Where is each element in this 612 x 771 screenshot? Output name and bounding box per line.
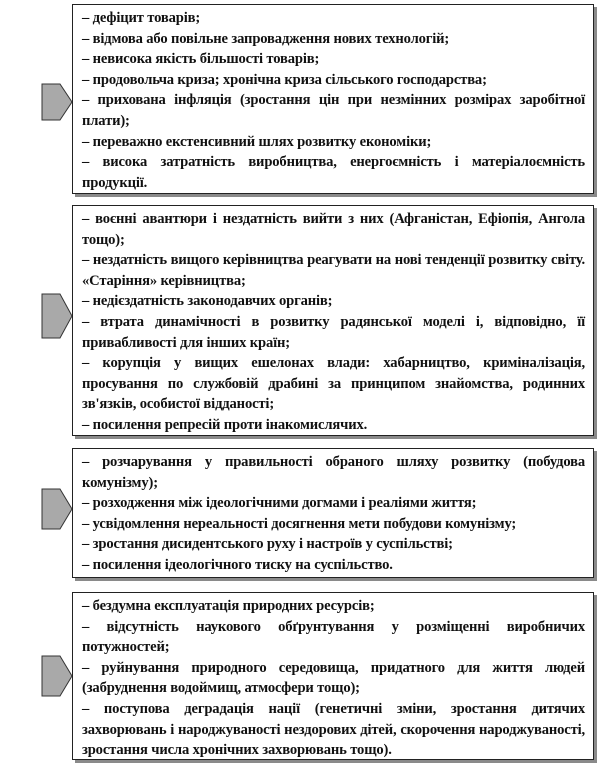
list-item: – воєнні авантюри і нездатність вийти з них (Афганістан, Ефіопія, Ангола тощо);: [82, 211, 585, 248]
list-item: – переважно екстенсивний шлях розвитку економіки;: [82, 133, 432, 150]
list-item: – відмова або повільне запровадження нових технологій;: [82, 30, 450, 47]
pentagon-arrow-icon: [40, 70, 74, 134]
list-item: – усвідомлення нереальності досягнення мети побудови комунізму;: [82, 515, 517, 532]
list-item: – посилення репресій проти інакомислячих.: [82, 416, 368, 433]
list-item: – корупція у вищих ешелонах влади: хабарництво, криміналізація, просування по службовій драбині за принципом знайомства, родинних зв'язків, особистої відданості;: [82, 355, 585, 413]
list-item: – зростання дисидентського руху і настроїв у суспільстві;: [82, 536, 453, 553]
ecological-factors-box: [72, 592, 594, 760]
list-item: – нездатність вищого керівництва реагувати на нові тенденції розвитку світу. «Старіння» керівництва;: [82, 252, 585, 289]
list-item: – розчарування у правильності обраного шляху розвитку (побудова комунізму);: [82, 454, 585, 491]
list-item: – недієздатність законодавчих органів;: [82, 293, 333, 310]
political-factors-box: [72, 205, 594, 436]
list-item: – невисока якість більшості товарів;: [82, 51, 320, 68]
list-item: – продовольча криза; хронічна криза сільського господарства;: [82, 71, 487, 88]
pentagon-arrow-icon: [40, 477, 74, 541]
list-item: – бездумна експлуатація природних ресурсів;: [82, 598, 375, 614]
pentagon-arrow-icon: [40, 644, 74, 708]
ideological-factors-box: [72, 448, 594, 578]
list-item: – втрата динамічності в розвитку радянської моделі і, відповідно, її привабливості для інших країн;: [82, 313, 585, 351]
list-item: – відсутність наукового обґрунтування у розміщенні виробничих потужностей;: [82, 618, 585, 656]
list-item: – дефіцит товарів;: [82, 10, 201, 26]
list-item: – посилення ідеологічного тиску на суспільство.: [82, 556, 393, 573]
pentagon-arrow-icon: [40, 284, 74, 348]
list-item: – руйнування природного середовища, придатного для життя людей (забруднення водоймищ, атмосфери тощо);: [82, 659, 585, 697]
list-item: – поступова деградація нації (генетичні зміни, зростання дитячих захворювань і народжуваності нездорових дітей, скорочення народжуваності, зростання числа хронічних захворювань тощо).: [82, 700, 585, 759]
list-item: – прихована інфляція (зростання цін при незмінних розмірах заробітної плати);: [82, 92, 585, 129]
list-item: – висока затратність виробництва, енергоємність і матеріалоємність продукції.: [82, 154, 585, 191]
economic-factors-box: [72, 4, 594, 194]
list-item: – розходження між ідеологічними догмами і реаліями життя;: [82, 495, 477, 512]
